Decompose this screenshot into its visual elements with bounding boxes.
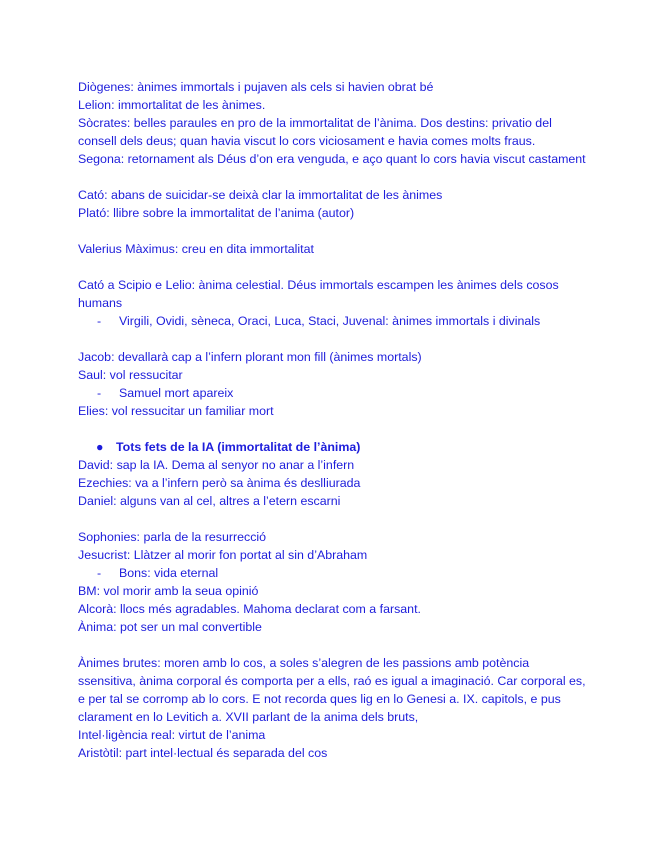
text-paragraph: Segona: retornament als Déus d’on era venguda, e aço quant lo cors havia viscut castament	[78, 152, 586, 166]
blank-line	[78, 168, 588, 186]
bullet-heading	[78, 438, 588, 456]
bullet-heading-text: Tots fets de la IA (immortalitat de l’ànima)	[116, 440, 361, 454]
text-line: Aristòtil: part intel·lectual és separada del cos	[78, 746, 328, 760]
dash-marker: -	[97, 566, 102, 580]
blank-line	[78, 510, 588, 528]
text-line: Ezechies: va a l’infern però sa ànima és deslliurada	[78, 476, 361, 490]
text-line: Jacob: devallarà cap a l’infern plorant mon fill (ànimes mortals)	[78, 350, 422, 364]
text-line: BM: vol morir amb la seua opinió	[78, 584, 259, 598]
list-item-text: Bons: vida eternal	[119, 566, 219, 580]
text-line: Lelion: immortalitat de les ànimes.	[78, 98, 266, 112]
text-line: Saul: vol ressucitar	[78, 368, 183, 382]
text-line: Cató: abans de suicidar-se deixà clar la immortalitat de les ànimes	[78, 188, 443, 202]
document-body	[78, 78, 588, 762]
dash-list-item	[78, 564, 588, 582]
text-paragraph: Cató a Scipio e Lelio: ànima celestial. Déus immortals escampen les ànimes dels cosos humans	[78, 278, 559, 310]
bullet-marker: ●	[96, 440, 104, 454]
text-line: Jesucrist: Llàtzer al morir fon portat al sin d’Abraham	[78, 548, 368, 562]
text-line: Valerius Màximus: creu en dita immortalitat	[78, 242, 314, 256]
text-line: Plató: llibre sobre la immortalitat de l’anima (autor)	[78, 206, 355, 220]
text-line: David: sap la IA. Dema al senyor no anar a l’infern	[78, 458, 355, 472]
text-line: Diògenes: ànimes immortals i pujaven als cels si havien obrat bé	[78, 80, 434, 94]
dash-list-item	[78, 384, 588, 402]
text-line: Elies: vol ressucitar un familiar mort	[78, 404, 274, 418]
dash-list-item	[78, 312, 588, 330]
text-line: Sophonies: parla de la resurrecció	[78, 530, 267, 544]
blank-line	[78, 222, 588, 240]
blank-line	[78, 636, 588, 654]
text-paragraph: Sòcrates: belles paraules en pro de la immortalitat de l’ànima. Dos destins: privatio del consell dels deus; quan havia viscut lo cors viciosament e havia comes molts fraus.	[78, 116, 552, 148]
text-paragraph: Ànimes brutes: moren amb lo cos, a soles s’alegren de les passions amb potència ssensitiva, ànima corporal és comporta per a ells, raó es igual a imaginació. Car corporal es, e per tal se corromp ab lo cors. E not recorda ques lig en lo Genesi a. IX. capitols, e pus clarament en lo Levitich a. XVII parlant de la anima dels bruts,	[78, 656, 586, 724]
blank-line	[78, 330, 588, 348]
list-item-text: Virgili, Ovidi, sèneca, Oraci, Luca, Staci, Juvenal: ànimes immortals i divinals	[119, 314, 541, 328]
text-line: Intel·ligència real: virtut de l’anima	[78, 728, 266, 742]
blank-line	[78, 258, 588, 276]
list-item-text: Samuel mort apareix	[119, 386, 234, 400]
text-line: Daniel: alguns van al cel, altres a l’etern escarni	[78, 494, 341, 508]
text-line: Ànima: pot ser un mal convertible	[78, 620, 262, 634]
text-line: Alcorà: llocs més agradables. Mahoma declarat com a farsant.	[78, 602, 421, 616]
dash-marker: -	[97, 386, 102, 400]
blank-line	[78, 420, 588, 438]
dash-marker: -	[97, 314, 102, 328]
